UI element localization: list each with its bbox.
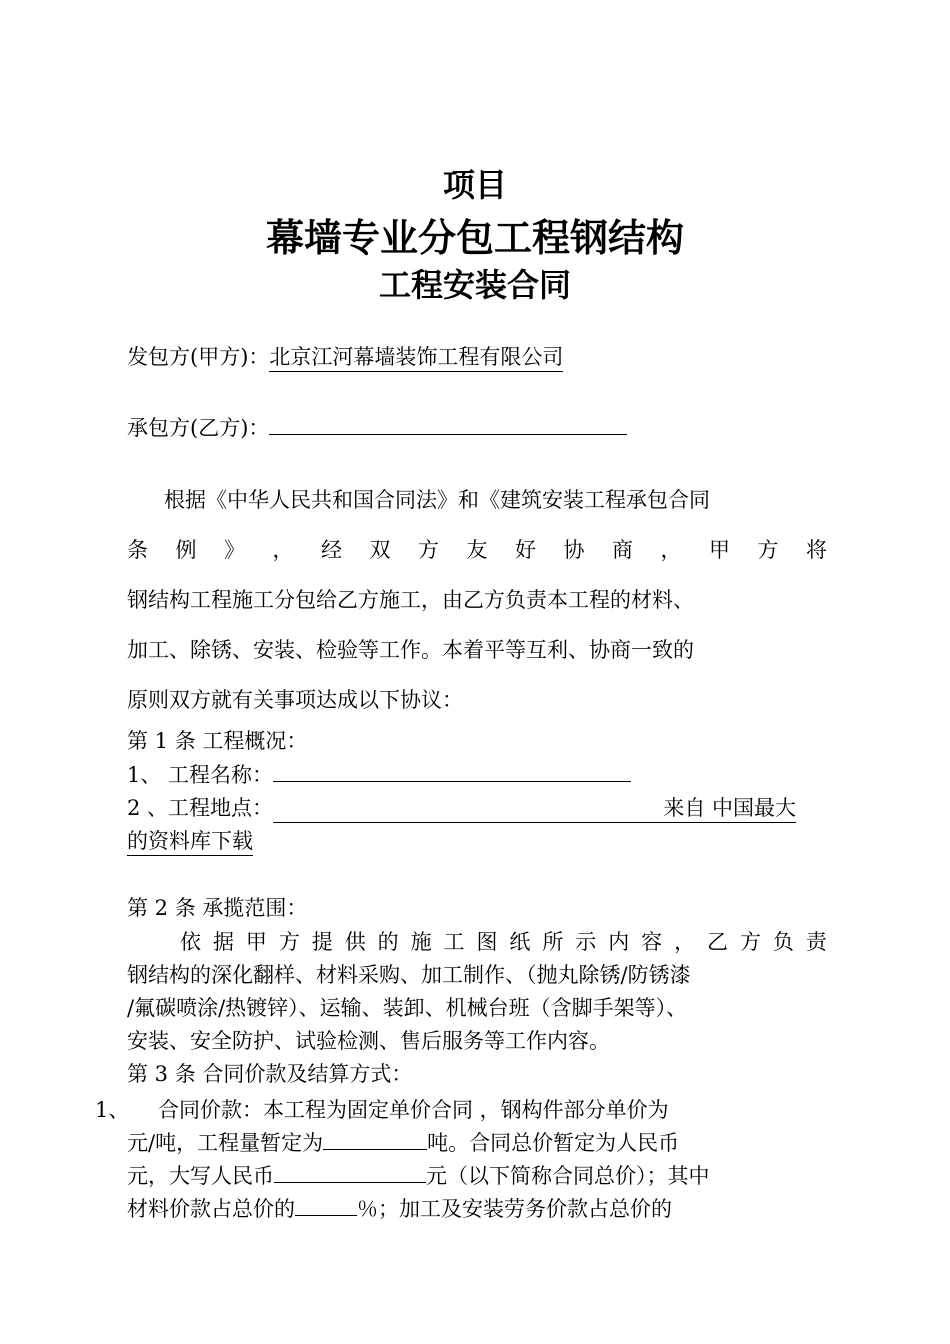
preamble-line-1: 根据《中华人民共和国合同法》和《建筑安装工程承包合同 [164, 488, 710, 512]
article-1-heading: 第 1 条 工程概况： [127, 729, 308, 753]
preamble-line-5: 原则双方就有关事项达成以下协议： [127, 688, 463, 712]
article-3-line-3 [127, 1160, 710, 1190]
project-location-label: 2 、工程地点： [127, 796, 274, 820]
preamble-char: 好 [515, 538, 536, 562]
scope-char: 提 [311, 930, 333, 954]
unit-price-text: 元/吨，工程量暂定为 [127, 1131, 324, 1155]
scope-char: ， [674, 930, 696, 954]
preamble-char: ， [272, 538, 294, 562]
article-1-item-2 [127, 792, 827, 823]
article-3-line-1: 合同价款：本工程为固定单价合同 ，钢构件部分单价为 [158, 1098, 669, 1122]
article-3-item-no: 1、 [95, 1098, 130, 1122]
party-a-row [127, 341, 563, 372]
scope-char: 工 [443, 930, 465, 954]
scope-char: 内 [608, 930, 630, 954]
article-2-line-4: 安装、安全防护、试验检测、售后服务等工作内容。 [127, 1029, 610, 1053]
preamble-char: 条 [127, 538, 148, 562]
scope-char: 方 [739, 930, 761, 954]
preamble-char: 友 [466, 538, 488, 562]
preamble-line-2 [127, 534, 827, 564]
article-3-line-4 [127, 1193, 672, 1223]
capital-amount-blank [274, 1162, 426, 1183]
project-name-label: 1、 工程名称： [127, 763, 274, 787]
material-share-text: 材料价款占总价的 [127, 1197, 295, 1221]
capital-amount-text: 元，大写人民币 [127, 1164, 274, 1188]
preamble-char: 双 [369, 538, 391, 562]
scope-char: 方 [278, 930, 300, 954]
scope-char: 责 [805, 930, 827, 954]
preamble-char: ， [660, 538, 682, 562]
scope-char: 甲 [245, 930, 267, 954]
project-location-value: 来自 中国最大 [273, 792, 796, 823]
labor-share-text: ％；加工及安装劳务价款占总价的 [357, 1197, 672, 1221]
article-1-item-2-cont [127, 825, 253, 856]
preamble-line-4: 加工、除锈、安装、检验等工作。本着平等互利、协商一致的 [127, 638, 694, 662]
preamble-char: 甲 [709, 538, 730, 562]
preamble-char: 商 [612, 538, 633, 562]
article-2-line-1 [180, 926, 827, 956]
party-b-row [127, 412, 627, 442]
scope-char: 负 [772, 930, 794, 954]
preamble-char: 经 [321, 538, 342, 562]
scope-char: 供 [344, 930, 366, 954]
scope-char: 图 [476, 930, 498, 954]
scope-char: 据 [212, 930, 234, 954]
material-percent-blank [295, 1195, 357, 1216]
party-b-blank [269, 414, 627, 435]
title-main: 幕墙专业分包工程钢结构 [265, 216, 684, 260]
preamble-char: 方 [757, 538, 779, 562]
article-2-line-2: 钢结构的深化翻样、材料采购、加工制作、（抛丸除锈/防锈漆 [127, 963, 691, 987]
project-location-cont: 的资料库下载 [127, 825, 253, 856]
party-b-label: 承包方(乙方)： [127, 416, 270, 440]
party-a-label: 发包方(甲方)： [127, 345, 270, 369]
title-project: 项目 [442, 166, 507, 204]
article-2-heading: 第 2 条 承揽范围： [127, 896, 308, 920]
article-1-item-1 [127, 759, 631, 789]
project-name-blank [273, 761, 631, 782]
preamble-char: 协 [563, 538, 585, 562]
scope-char: 施 [410, 930, 432, 954]
article-2-line-3: /氟碳喷涂/热镀锌）、运输、装卸、机械台班（含脚手架等）、 [127, 996, 688, 1020]
quantity-blank [323, 1129, 427, 1150]
scope-char: 乙 [707, 930, 728, 954]
preamble-char: 将 [806, 538, 827, 562]
scope-char: 依 [180, 930, 201, 954]
contract-total-text: 元（以下简称合同总价）；其中 [426, 1164, 710, 1188]
scope-char: 示 [575, 930, 597, 954]
title-sub: 工程安装合同 [378, 266, 571, 304]
preamble-char: 例 [175, 538, 197, 562]
total-price-text: 吨。合同总价暂定为人民币 [427, 1131, 680, 1155]
article-3-line-2 [127, 1127, 679, 1157]
party-a-value: 北京江河幕墙装饰工程有限公司 [269, 341, 563, 372]
scope-char: 容 [641, 930, 663, 954]
scope-char: 纸 [509, 930, 531, 954]
scope-char: 所 [542, 930, 564, 954]
article-3-heading: 第 3 条 合同价款及结算方式： [127, 1062, 413, 1086]
scope-char: 的 [377, 930, 399, 954]
preamble-char: 方 [418, 538, 439, 562]
preamble-line-3: 钢结构工程施工分包给乙方施工，由乙方负责本工程的材料、 [127, 588, 694, 612]
preamble-char: 》 [224, 538, 245, 562]
